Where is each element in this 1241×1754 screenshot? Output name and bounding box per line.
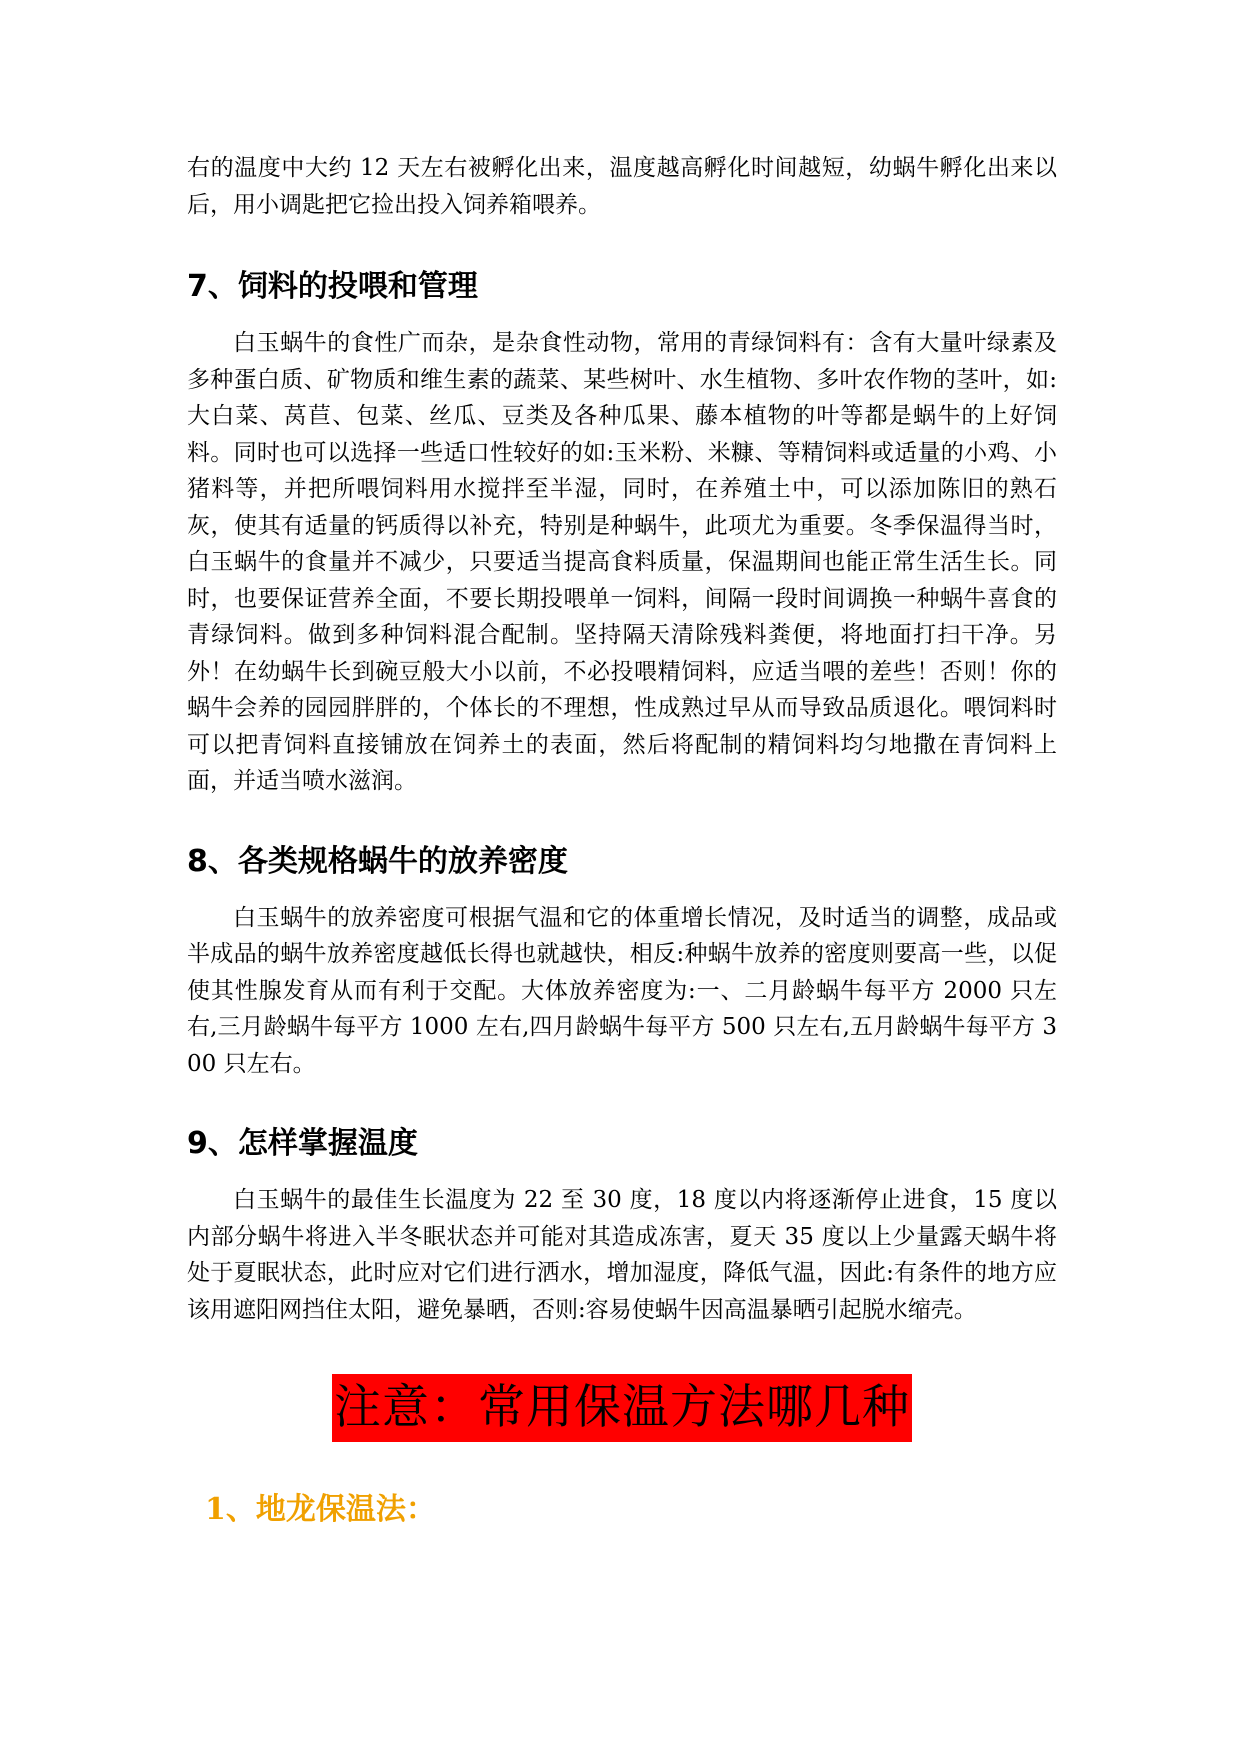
section-7-body: 白玉蜗牛的食性广而杂，是杂食性动物，常用的青绿饲料有：含有大量叶绿素及多种蛋白质、矿物质和维生素的蔬菜、某些树叶、水生植物、多叶农作物的茎叶，如:大白菜、莴苣、包菜、丝瓜、豆类及各种瓜果、藤本植物的叶等都是蜗牛的上好饲料。同时也可以选择一些适口性较好的如:玉米粉、米糠、等精饲料或适量的小鸡、小猪料等，并把所喂饲料用水搅拌至半湿，同时，在养殖土中，可以添加陈旧的熟石灰，使其有适量的钙质得以补充，特别是种蜗牛，此项尤为重要。冬季保温得当时，白玉蜗牛的食量并不减少，只要适当提高食料质量，保温期间也能正常生活生长。同时，也要保证营养全面，不要长期投喂单一饲料，间隔一段时间调换一种蜗牛喜食的青绿饲料。做到多种饲料混合配制。坚持隔天清除残料粪便，将地面打扫干净。另外！在幼蜗牛长到碗豆般大小以前，不必投喂精饲料，应适当喂的差些！否则！你的蜗牛会养的园园胖胖的，个体长的不理想，性成熟过早从而导致品质退化。喂饲料时可以把青饲料直接铺放在饲养土的表面，然后将配制的精饲料均匀地撒在青饲料上面，并适当喷水滋润。	[187, 330, 1057, 794]
method-1-heading: 1、地龙保温法：	[205, 1492, 436, 1527]
section-9-body: 白玉蜗牛的最佳生长温度为 22 至 30 度，18 度以内将逐渐停止进食，15 度以内部分蜗牛将进入半冬眠状态并可能对其造成冻害，夏天 35 度以上少量露天蜗牛将处于夏眠状态，此时应对它们进行洒水，增加湿度，降低气温，因此:有条件的地方应该用遮阳网挡住太阳，避免暴晒，否则:容易使蜗牛因高温暴晒引起脱水缩壳。	[187, 1187, 1057, 1323]
section-8-heading: 8、各类规格蜗牛的放养密度	[187, 843, 568, 879]
intro-paragraph: 右的温度中大约 12 天左右被孵化出来，温度越高孵化时间越短，幼蜗牛孵化出来以后，用小调匙把它捡出投入饲养箱喂养。	[187, 155, 1057, 218]
section-9-heading: 9、怎样掌握温度	[187, 1126, 418, 1161]
section-7-heading: 7、饲料的投喂和管理	[187, 269, 478, 304]
notice-banner: 注意：常用保温方法哪几种	[332, 1374, 912, 1442]
section-8-body: 白玉蜗牛的放养密度可根据气温和它的体重增长情况，及时适当的调整，成品或半成品的蜗牛放养密度越低长得也就越快，相反:种蜗牛放养的密度则要高一些，以促使其性腺发育从而有利于交配。大体放养密度为:一、二月龄蜗牛每平方 2000 只左右,三月龄蜗牛每平方 1000 左右,四月龄蜗牛每平方 500 只左右,五月龄蜗牛每平方 300 只左右。	[187, 904, 1057, 1077]
notice-banner-wrap	[187, 1374, 1057, 1442]
document-page	[187, 150, 1057, 1530]
